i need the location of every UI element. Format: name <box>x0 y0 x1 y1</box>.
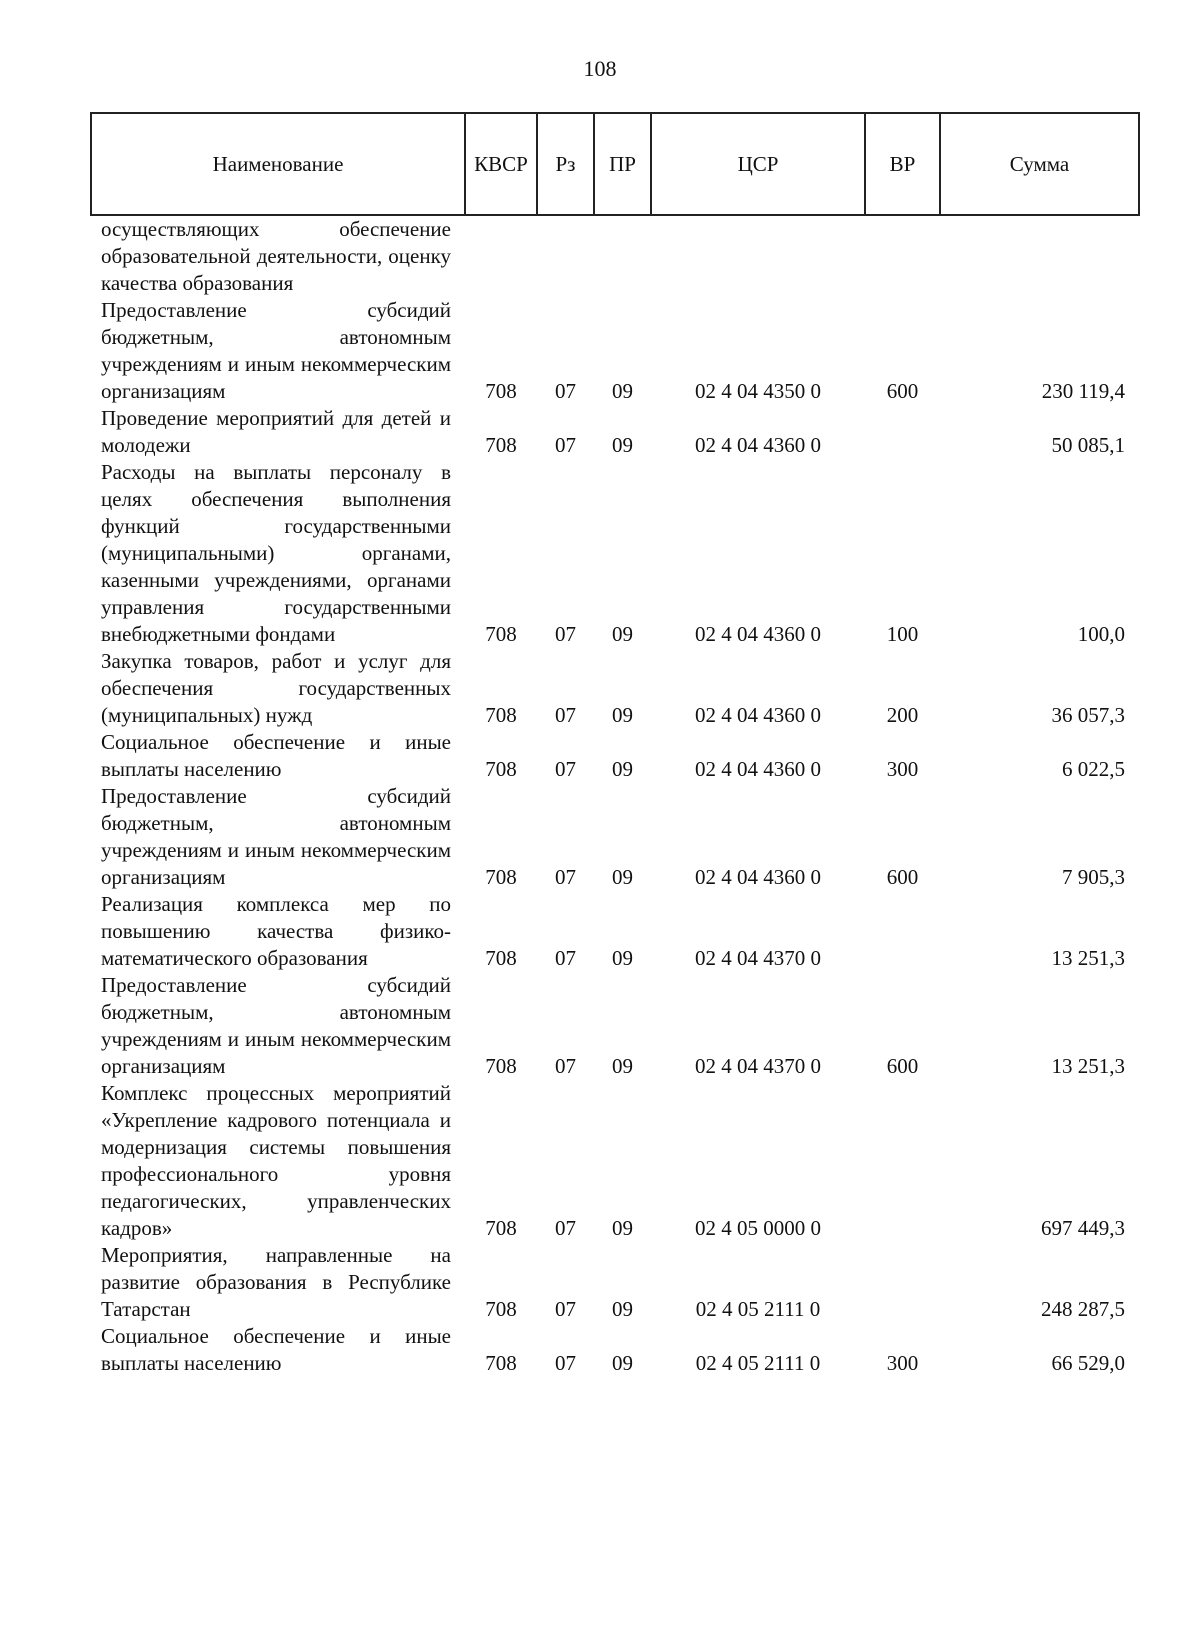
cell-kvsr: 708 <box>485 379 517 403</box>
cell-name <box>91 1323 465 1377</box>
cell-rz: 07 <box>555 1351 576 1375</box>
table-row <box>91 297 1139 405</box>
cell-name <box>91 1242 465 1323</box>
cell-kvsr <box>465 215 537 297</box>
header-kvsr: КВСР <box>465 113 537 215</box>
cell-kvsr: 708 <box>485 1297 517 1321</box>
cell-pr: 09 <box>612 865 633 889</box>
table-header <box>91 113 1139 215</box>
cell-rz: 07 <box>555 946 576 970</box>
cell-rz: 07 <box>555 703 576 727</box>
cell-vr: 300 <box>886 757 919 781</box>
cell-pr: 09 <box>612 622 633 646</box>
cell-sum: 13 251,3 <box>1051 1054 1125 1078</box>
row-name: Расходы на выплаты персоналу в целях обеспечения выполнения функций государственными (муниципальными) органами, казенными учреждениями, органами управления государственными внебюджетными фондами <box>101 460 451 646</box>
cell-name <box>91 297 465 405</box>
cell-name <box>91 459 465 648</box>
row-name: Предоставление субсидий бюджетным, автономным учреждениям и иным некоммерческим организациям <box>101 298 451 403</box>
header-rz: Рз <box>537 113 594 215</box>
cell-sum: 66 529,0 <box>1051 1351 1125 1375</box>
cell-sum: 50 085,1 <box>1051 433 1125 457</box>
cell-vr: 100 <box>886 622 919 646</box>
cell-csr: 02 4 04 4370 0 <box>695 946 821 970</box>
cell-rz: 07 <box>555 379 576 403</box>
table-row <box>91 405 1139 459</box>
row-name: Проведение мероприятий для детей и молодежи <box>101 406 451 457</box>
cell-vr: 200 <box>886 703 919 727</box>
cell-name <box>91 405 465 459</box>
cell-kvsr: 708 <box>485 622 517 646</box>
cell-kvsr: 708 <box>485 1216 517 1240</box>
budget-table <box>90 112 1140 1377</box>
table-row <box>91 459 1139 648</box>
table-row <box>91 783 1139 891</box>
cell-rz: 07 <box>555 433 576 457</box>
cell-vr: 600 <box>886 379 919 403</box>
table-row <box>91 215 1139 297</box>
cell-pr: 09 <box>612 1054 633 1078</box>
cell-pr <box>594 215 651 297</box>
cell-pr: 09 <box>612 703 633 727</box>
cell-vr: 600 <box>886 865 919 889</box>
cell-csr: 02 4 05 0000 0 <box>695 1216 821 1240</box>
cell-rz: 07 <box>555 865 576 889</box>
table-row <box>91 648 1139 729</box>
cell-rz: 07 <box>555 622 576 646</box>
cell-name <box>91 1080 465 1242</box>
header-pr: ПР <box>594 113 651 215</box>
cell-csr: 02 4 04 4350 0 <box>695 379 821 403</box>
cell-csr: 02 4 05 2111 0 <box>695 1297 821 1321</box>
row-name: осуществляющих обеспечение образовательной деятельности, оценку качества образования <box>101 217 451 295</box>
header-sum: Сумма <box>940 113 1139 215</box>
table-row <box>91 729 1139 783</box>
table-row <box>91 891 1139 972</box>
row-name: Социальное обеспечение и иные выплаты населению <box>101 730 451 781</box>
cell-kvsr: 708 <box>485 757 517 781</box>
cell-sum: 697 449,3 <box>1041 1216 1125 1240</box>
row-name: Предоставление субсидий бюджетным, автономным учреждениям и иным некоммерческим организациям <box>101 973 451 1078</box>
cell-pr: 09 <box>612 1297 633 1321</box>
cell-csr: 02 4 04 4360 0 <box>695 865 821 889</box>
table-row <box>91 1080 1139 1242</box>
header-name: Наименование <box>91 113 465 215</box>
cell-csr: 02 4 04 4360 0 <box>695 757 821 781</box>
cell-rz: 07 <box>555 1216 576 1240</box>
cell-vr <box>865 891 940 972</box>
row-name: Мероприятия, направленные на развитие образования в Республике Татарстан <box>101 1243 451 1321</box>
header-vr: ВР <box>865 113 940 215</box>
cell-kvsr: 708 <box>485 1351 517 1375</box>
cell-csr <box>651 215 865 297</box>
cell-vr <box>865 215 940 297</box>
cell-pr: 09 <box>612 757 633 781</box>
cell-name <box>91 215 465 297</box>
cell-pr: 09 <box>612 946 633 970</box>
row-name: Предоставление субсидий бюджетным, автономным учреждениям и иным некоммерческим организациям <box>101 784 451 889</box>
cell-vr <box>865 1242 940 1323</box>
cell-csr: 02 4 04 4370 0 <box>695 1054 821 1078</box>
cell-pr: 09 <box>612 379 633 403</box>
row-name: Реализация комплекса мер по повышению качества физико-математического образования <box>101 892 451 970</box>
row-name: Комплекс процессных мероприятий «Укрепление кадрового потенциала и модернизация системы повышения профессионального уровня педагогических, управленческих кадров» <box>101 1081 451 1240</box>
cell-kvsr: 708 <box>485 433 517 457</box>
cell-sum <box>940 215 1139 297</box>
cell-name <box>91 891 465 972</box>
cell-vr <box>865 405 940 459</box>
table-body <box>91 215 1139 1377</box>
cell-pr: 09 <box>612 433 633 457</box>
cell-csr: 02 4 05 2111 0 <box>695 1351 821 1375</box>
cell-rz <box>537 215 594 297</box>
cell-name <box>91 783 465 891</box>
page-number: 108 <box>583 56 617 81</box>
cell-name <box>91 729 465 783</box>
cell-vr <box>865 1080 940 1242</box>
cell-csr: 02 4 04 4360 0 <box>695 433 821 457</box>
cell-vr: 300 <box>886 1351 919 1375</box>
cell-pr: 09 <box>612 1216 633 1240</box>
cell-rz: 07 <box>555 1054 576 1078</box>
cell-kvsr: 708 <box>485 865 517 889</box>
cell-csr: 02 4 04 4360 0 <box>695 622 821 646</box>
row-name: Закупка товаров, работ и услуг для обеспечения государственных (муниципальных) нужд <box>101 649 451 727</box>
cell-name <box>91 972 465 1080</box>
cell-kvsr: 708 <box>485 703 517 727</box>
table-row <box>91 1323 1139 1377</box>
cell-rz: 07 <box>555 757 576 781</box>
cell-kvsr: 708 <box>485 1054 517 1078</box>
cell-sum: 6 022,5 <box>1062 757 1125 781</box>
cell-kvsr: 708 <box>485 946 517 970</box>
table-row <box>91 1242 1139 1323</box>
cell-rz: 07 <box>555 1297 576 1321</box>
cell-sum: 7 905,3 <box>1062 865 1125 889</box>
cell-sum: 36 057,3 <box>1051 703 1125 727</box>
cell-pr: 09 <box>612 1351 633 1375</box>
cell-sum: 248 287,5 <box>1041 1297 1125 1321</box>
cell-vr: 600 <box>886 1054 919 1078</box>
cell-sum: 100,0 <box>1077 622 1125 646</box>
cell-name <box>91 648 465 729</box>
cell-sum: 230 119,4 <box>1041 379 1125 403</box>
row-name: Социальное обеспечение и иные выплаты населению <box>101 1324 451 1375</box>
table-row <box>91 972 1139 1080</box>
header-csr: ЦСР <box>651 113 865 215</box>
cell-csr: 02 4 04 4360 0 <box>695 703 821 727</box>
cell-sum: 13 251,3 <box>1051 946 1125 970</box>
